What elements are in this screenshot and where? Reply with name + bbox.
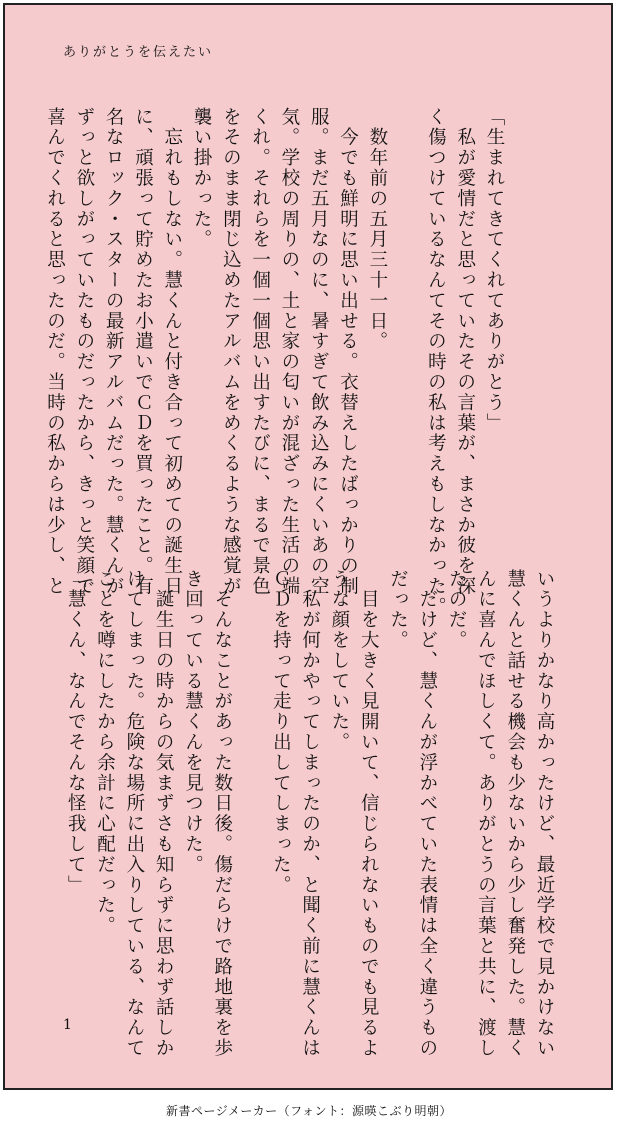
text-line: 誕生日の時からの気まずさも知らずに思わず話しか [153, 569, 175, 1059]
text-line: 「生まれてきてくれてありがとう」 [484, 107, 505, 434]
page-number: 1 [63, 1017, 72, 1033]
text-line: 「慧くん、なんでそんな怪我して」 [65, 569, 87, 896]
running-title: ありがとうを伝えたい [63, 45, 214, 60]
text-line: 服。まだ五月なのに、暑すぎて飲み込みにくいあの空 [308, 107, 330, 597]
text-line: き回っている慧くんを見つけた。 [182, 569, 204, 875]
text-line: ずっと欲しがっていたものだったから、きっと笑顔で [73, 107, 95, 597]
text-line: 忘れもしない。慧くんと付き合って初めての誕生日 [161, 107, 183, 597]
text-line: んに喜んでほしくて。ありがとうの言葉と共に、渡し [475, 569, 497, 1059]
text-line [392, 107, 421, 532]
text-line: 今でも鮮明に思い出せる。衣替えしたばっかりの制 [337, 107, 359, 597]
text-line: をそのまま閉じ込めたアルバムをめくるような感覚が [220, 107, 242, 597]
text-line: 私が何かやってしまったのか、と聞く前に慧くんは [299, 569, 321, 1059]
text-block-upper [40, 107, 509, 617]
manuscript-page [3, 3, 613, 1090]
text-line: くれ。それらを一個一個思い出すたびに、まるで景色 [249, 107, 271, 597]
text-line [237, 569, 266, 994]
text-line: うな顔をしていた。 [328, 569, 350, 753]
text-line: 私が愛情だと思っていたその言葉が、まさか彼を深 [454, 107, 476, 597]
text-line: 数年前の五月三十一日。 [366, 107, 388, 352]
text-block-lower [61, 569, 559, 1059]
text-line: ことを噂にしたから余計に心配だった。 [94, 569, 116, 937]
text-line: 慧くんと話せる機会も少ないから少し奮発した。慧く [504, 569, 526, 1059]
text-line: 目を大きく見開いて、信じられないものでも見るよ [358, 569, 380, 1059]
generator-caption: 新書ページメーカー（フォント：源暎こぶり明朝） [165, 1104, 453, 1118]
text-line: だった。 [387, 569, 409, 651]
text-line: 喜んでくれると思ったのだ。当時の私からは少し、と [44, 107, 66, 597]
text-line: けてしまった。危険な場所に出入りしている、なんて [123, 569, 145, 1059]
text-line: 気。学校の周りの、土と家の匂いが混ざった生活の端 [278, 107, 300, 597]
text-line: 襲い掛かった。 [191, 107, 213, 250]
text-line: いうよりかなり高かったけど、最近学校で見かけない [534, 569, 555, 1059]
text-line: 名なロック・スターの最新アルバムだった。慧くんが [103, 107, 125, 597]
text-line: たのだ。 [446, 569, 468, 651]
text-line: ＣＤを持って走り出してしまった。 [270, 569, 292, 896]
text-line: そんなことがあった数日後。傷だらけで路地裏を歩 [211, 569, 233, 1059]
text-line: く傷つけているなんてその時の私は考えもしなかった。 [425, 107, 447, 617]
text-line: だけど、慧くんが浮かべていた表情は全く違うもの [416, 569, 438, 1059]
text-line: に、頑張って貯めたお小遣いでＣＤを買ったこと。有 [132, 107, 154, 597]
